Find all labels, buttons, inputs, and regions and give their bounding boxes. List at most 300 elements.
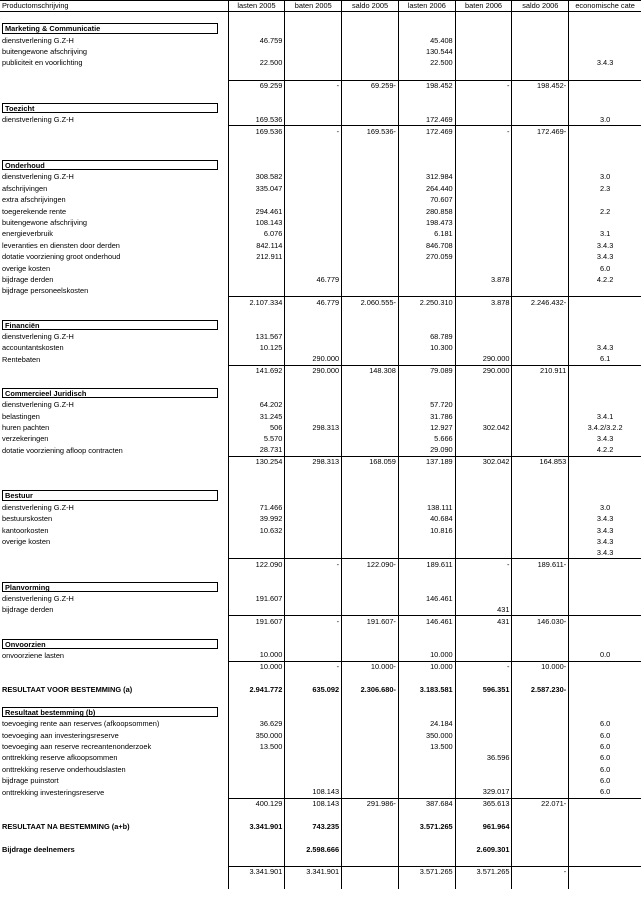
- empty-cell[interactable]: [455, 707, 512, 718]
- amount-cell[interactable]: [455, 775, 512, 786]
- amount-cell[interactable]: 138.111: [398, 502, 455, 513]
- amount-cell[interactable]: [342, 194, 399, 205]
- amount-cell[interactable]: [285, 194, 342, 205]
- amount-cell[interactable]: [455, 741, 512, 752]
- empty-cell[interactable]: [512, 23, 569, 34]
- description-cell[interactable]: extra afschrijvingen: [0, 194, 228, 205]
- empty-cell[interactable]: [398, 376, 455, 387]
- empty-cell[interactable]: [342, 92, 399, 103]
- amount-cell[interactable]: 130.254: [228, 456, 285, 467]
- amount-cell[interactable]: 24.184: [398, 718, 455, 729]
- amount-cell[interactable]: 431: [455, 616, 512, 627]
- amount-cell[interactable]: [285, 217, 342, 228]
- amount-cell[interactable]: -: [285, 559, 342, 570]
- amount-cell[interactable]: 36.629: [228, 718, 285, 729]
- amount-cell[interactable]: -: [285, 661, 342, 672]
- empty-cell[interactable]: [0, 809, 228, 820]
- empty-cell[interactable]: [512, 673, 569, 684]
- description-cell[interactable]: [0, 456, 228, 467]
- empty-cell[interactable]: [0, 308, 228, 319]
- description-cell[interactable]: bestuurskosten: [0, 513, 228, 524]
- amount-cell[interactable]: 198.452-: [512, 80, 569, 91]
- amount-cell[interactable]: -: [285, 126, 342, 137]
- empty-cell[interactable]: [285, 570, 342, 581]
- category-cell[interactable]: [569, 399, 641, 410]
- empty-cell[interactable]: [512, 92, 569, 103]
- amount-cell[interactable]: 46.759: [228, 35, 285, 46]
- empty-cell[interactable]: [512, 570, 569, 581]
- empty-cell[interactable]: [455, 160, 512, 171]
- amount-cell[interactable]: [455, 285, 512, 296]
- empty-cell[interactable]: [228, 695, 285, 706]
- amount-cell[interactable]: 13.500: [398, 741, 455, 752]
- amount-cell[interactable]: [455, 433, 512, 444]
- description-cell[interactable]: dotatie voorziening groot onderhoud: [0, 251, 228, 262]
- description-cell[interactable]: onttrekking reserve onderhoudslasten: [0, 764, 228, 775]
- amount-cell[interactable]: 191.607: [228, 593, 285, 604]
- description-cell[interactable]: bijdrage puinstort: [0, 775, 228, 786]
- amount-cell[interactable]: [512, 331, 569, 342]
- amount-cell[interactable]: 191.607: [228, 616, 285, 627]
- empty-cell[interactable]: [228, 320, 285, 331]
- empty-cell[interactable]: [228, 103, 285, 114]
- empty-cell[interactable]: [398, 878, 455, 889]
- amount-cell[interactable]: 365.613: [455, 798, 512, 809]
- description-cell[interactable]: [0, 80, 228, 91]
- empty-cell[interactable]: [342, 468, 399, 479]
- empty-cell[interactable]: [398, 832, 455, 843]
- category-cell[interactable]: [569, 616, 641, 627]
- amount-cell[interactable]: [512, 206, 569, 217]
- amount-cell[interactable]: [342, 764, 399, 775]
- category-cell[interactable]: 3.0: [599, 172, 611, 182]
- category-cell[interactable]: 3.0: [599, 114, 611, 124]
- empty-cell[interactable]: [285, 627, 342, 638]
- empty-cell[interactable]: [285, 160, 342, 171]
- empty-cell[interactable]: [285, 832, 342, 843]
- empty-cell[interactable]: [342, 627, 399, 638]
- description-cell[interactable]: bijdrage derden: [0, 604, 228, 615]
- amount-cell[interactable]: [512, 650, 569, 661]
- empty-cell[interactable]: [569, 639, 641, 650]
- empty-cell[interactable]: [398, 490, 455, 501]
- amount-cell[interactable]: [512, 536, 569, 547]
- empty-cell[interactable]: [455, 695, 512, 706]
- empty-cell[interactable]: [285, 878, 342, 889]
- amount-cell[interactable]: 12.927: [398, 422, 455, 433]
- empty-cell[interactable]: [285, 137, 342, 148]
- empty-cell[interactable]: [228, 639, 285, 650]
- amount-cell[interactable]: [342, 240, 399, 251]
- empty-cell[interactable]: [398, 695, 455, 706]
- amount-cell[interactable]: 2.609.301: [455, 844, 512, 855]
- empty-cell[interactable]: [512, 832, 569, 843]
- empty-cell[interactable]: [455, 627, 512, 638]
- empty-cell[interactable]: [512, 627, 569, 638]
- empty-cell[interactable]: [569, 12, 641, 23]
- amount-cell[interactable]: 122.090: [228, 559, 285, 570]
- amount-cell[interactable]: [228, 604, 285, 615]
- empty-cell[interactable]: [455, 103, 512, 114]
- description-cell[interactable]: [0, 559, 228, 570]
- empty-cell[interactable]: [228, 832, 285, 843]
- amount-cell[interactable]: 290.000: [285, 354, 342, 365]
- empty-cell[interactable]: [569, 69, 641, 80]
- empty-cell[interactable]: [512, 69, 569, 80]
- amount-cell[interactable]: 40.684: [398, 513, 455, 524]
- amount-cell[interactable]: 69.259-: [342, 80, 399, 91]
- amount-cell[interactable]: [398, 354, 455, 365]
- empty-cell[interactable]: [512, 468, 569, 479]
- empty-cell[interactable]: [512, 707, 569, 718]
- description-cell[interactable]: onttrekking investeringsreserve: [0, 787, 228, 798]
- empty-cell[interactable]: [398, 69, 455, 80]
- amount-cell[interactable]: [285, 513, 342, 524]
- category-cell[interactable]: 6.0: [599, 263, 611, 273]
- description-cell[interactable]: kantoorkosten: [0, 525, 228, 536]
- amount-cell[interactable]: [455, 206, 512, 217]
- amount-cell[interactable]: [512, 422, 569, 433]
- amount-cell[interactable]: [285, 171, 342, 182]
- amount-cell[interactable]: [342, 331, 399, 342]
- amount-cell[interactable]: [512, 46, 569, 57]
- empty-cell[interactable]: [342, 695, 399, 706]
- amount-cell[interactable]: [228, 547, 285, 558]
- amount-cell[interactable]: [342, 650, 399, 661]
- amount-cell[interactable]: 3.878: [455, 297, 512, 308]
- amount-cell[interactable]: [228, 285, 285, 296]
- empty-cell[interactable]: [569, 479, 641, 490]
- empty-cell[interactable]: [0, 627, 228, 638]
- amount-cell[interactable]: [342, 114, 399, 125]
- section-cell[interactable]: [0, 388, 228, 399]
- amount-cell[interactable]: 71.466: [228, 502, 285, 513]
- amount-cell[interactable]: 39.992: [228, 513, 285, 524]
- column-header[interactable]: saldo 2006: [512, 1, 569, 12]
- section-cell[interactable]: [0, 582, 228, 593]
- amount-cell[interactable]: [342, 251, 399, 262]
- amount-cell[interactable]: 198.452: [398, 80, 455, 91]
- amount-cell[interactable]: [512, 217, 569, 228]
- amount-cell[interactable]: [285, 399, 342, 410]
- empty-cell[interactable]: [398, 137, 455, 148]
- empty-cell[interactable]: [569, 92, 641, 103]
- amount-cell[interactable]: [228, 752, 285, 763]
- category-cell[interactable]: 3.4.3: [596, 434, 614, 444]
- empty-cell[interactable]: [228, 570, 285, 581]
- empty-cell[interactable]: [0, 878, 228, 889]
- amount-cell[interactable]: 298.313: [285, 422, 342, 433]
- amount-cell[interactable]: 130.544: [398, 46, 455, 57]
- amount-cell[interactable]: [512, 171, 569, 182]
- empty-cell[interactable]: [512, 490, 569, 501]
- amount-cell[interactable]: 172.469: [398, 114, 455, 125]
- amount-cell[interactable]: [455, 764, 512, 775]
- empty-cell[interactable]: [285, 695, 342, 706]
- empty-cell[interactable]: [285, 388, 342, 399]
- empty-cell[interactable]: [342, 855, 399, 866]
- empty-cell[interactable]: [398, 639, 455, 650]
- amount-cell[interactable]: [285, 718, 342, 729]
- amount-cell[interactable]: [455, 718, 512, 729]
- amount-cell[interactable]: [285, 650, 342, 661]
- empty-cell[interactable]: [569, 855, 641, 866]
- empty-cell[interactable]: [512, 809, 569, 820]
- amount-cell[interactable]: 280.858: [398, 206, 455, 217]
- amount-cell[interactable]: [398, 536, 455, 547]
- section-cell[interactable]: [0, 320, 228, 331]
- empty-cell[interactable]: [342, 490, 399, 501]
- amount-cell[interactable]: [228, 194, 285, 205]
- empty-cell[interactable]: [398, 92, 455, 103]
- amount-cell[interactable]: 3.341.901: [228, 866, 285, 877]
- amount-cell[interactable]: [285, 285, 342, 296]
- category-cell[interactable]: 0.0: [599, 650, 611, 660]
- amount-cell[interactable]: -: [455, 80, 512, 91]
- empty-cell[interactable]: [228, 137, 285, 148]
- empty-cell[interactable]: [228, 809, 285, 820]
- amount-cell[interactable]: [285, 752, 342, 763]
- empty-cell[interactable]: [0, 570, 228, 581]
- empty-cell[interactable]: [569, 490, 641, 501]
- amount-cell[interactable]: 68.789: [398, 331, 455, 342]
- category-cell[interactable]: [569, 285, 641, 296]
- empty-cell[interactable]: [285, 320, 342, 331]
- description-cell[interactable]: toevoeging aan investeringsreserve: [0, 730, 228, 741]
- amount-cell[interactable]: [398, 764, 455, 775]
- amount-cell[interactable]: [398, 844, 455, 855]
- amount-cell[interactable]: 312.984: [398, 171, 455, 182]
- amount-cell[interactable]: 3.571.265: [398, 821, 455, 832]
- amount-cell[interactable]: 10.000: [228, 650, 285, 661]
- amount-cell[interactable]: 350.000: [228, 730, 285, 741]
- empty-cell[interactable]: [0, 673, 228, 684]
- amount-cell[interactable]: [455, 183, 512, 194]
- description-cell[interactable]: dotatie voorziening afloop contracten: [0, 445, 228, 456]
- description-cell[interactable]: verzekeringen: [0, 433, 228, 444]
- amount-cell[interactable]: 108.143: [285, 798, 342, 809]
- empty-cell[interactable]: [342, 308, 399, 319]
- amount-cell[interactable]: 302.042: [455, 456, 512, 467]
- empty-cell[interactable]: [569, 707, 641, 718]
- amount-cell[interactable]: [455, 217, 512, 228]
- amount-cell[interactable]: 290.000: [285, 365, 342, 376]
- amount-cell[interactable]: 31.786: [398, 411, 455, 422]
- amount-cell[interactable]: [455, 650, 512, 661]
- empty-cell[interactable]: [569, 627, 641, 638]
- description-cell[interactable]: dienstverlening G.Z-H: [0, 114, 228, 125]
- amount-cell[interactable]: [342, 57, 399, 68]
- amount-cell[interactable]: 3.341.901: [285, 866, 342, 877]
- empty-cell[interactable]: [342, 673, 399, 684]
- empty-cell[interactable]: [455, 388, 512, 399]
- amount-cell[interactable]: [285, 445, 342, 456]
- amount-cell[interactable]: [455, 240, 512, 251]
- empty-cell[interactable]: [569, 308, 641, 319]
- amount-cell[interactable]: [398, 547, 455, 558]
- amount-cell[interactable]: 198.473: [398, 217, 455, 228]
- amount-cell[interactable]: [398, 787, 455, 798]
- amount-cell[interactable]: [342, 171, 399, 182]
- empty-cell[interactable]: [455, 12, 512, 23]
- amount-cell[interactable]: [342, 35, 399, 46]
- description-cell[interactable]: RESULTAAT VOOR BESTEMMING (a): [0, 684, 228, 695]
- amount-cell[interactable]: [342, 411, 399, 422]
- amount-cell[interactable]: 387.684: [398, 798, 455, 809]
- amount-cell[interactable]: [512, 445, 569, 456]
- amount-cell[interactable]: [342, 513, 399, 524]
- category-cell[interactable]: [569, 217, 641, 228]
- category-cell[interactable]: [569, 297, 641, 308]
- description-cell[interactable]: buitengewone afschrijving: [0, 46, 228, 57]
- empty-cell[interactable]: [398, 320, 455, 331]
- amount-cell[interactable]: 189.611: [398, 559, 455, 570]
- empty-cell[interactable]: [228, 707, 285, 718]
- empty-cell[interactable]: [228, 69, 285, 80]
- empty-cell[interactable]: [398, 570, 455, 581]
- empty-cell[interactable]: [342, 639, 399, 650]
- description-cell[interactable]: RESULTAAT NA BESTEMMING (a+b): [0, 821, 228, 832]
- amount-cell[interactable]: [342, 604, 399, 615]
- category-cell[interactable]: [569, 844, 641, 855]
- category-cell[interactable]: 3.1: [599, 229, 611, 239]
- empty-cell[interactable]: [342, 376, 399, 387]
- amount-cell[interactable]: 10.125: [228, 342, 285, 353]
- amount-cell[interactable]: [455, 171, 512, 182]
- amount-cell[interactable]: 2.306.680-: [342, 684, 399, 695]
- category-cell[interactable]: [569, 35, 641, 46]
- empty-cell[interactable]: [0, 832, 228, 843]
- description-cell[interactable]: toevoeging aan reserve recreantenonderzoek: [0, 741, 228, 752]
- amount-cell[interactable]: -: [455, 559, 512, 570]
- column-header[interactable]: baten 2005: [285, 1, 342, 12]
- amount-cell[interactable]: 169.536: [228, 114, 285, 125]
- amount-cell[interactable]: [285, 764, 342, 775]
- amount-cell[interactable]: 596.351: [455, 684, 512, 695]
- empty-cell[interactable]: [0, 479, 228, 490]
- amount-cell[interactable]: [342, 775, 399, 786]
- empty-cell[interactable]: [512, 695, 569, 706]
- description-cell[interactable]: onttrekking reserve afkoopsommen: [0, 752, 228, 763]
- empty-cell[interactable]: [455, 308, 512, 319]
- empty-cell[interactable]: [285, 92, 342, 103]
- category-cell[interactable]: 6.0: [599, 753, 611, 763]
- description-cell[interactable]: [0, 798, 228, 809]
- empty-cell[interactable]: [285, 490, 342, 501]
- empty-cell[interactable]: [455, 582, 512, 593]
- category-cell[interactable]: 3.4.3: [596, 252, 614, 262]
- empty-cell[interactable]: [569, 23, 641, 34]
- amount-cell[interactable]: [455, 228, 512, 239]
- amount-cell[interactable]: 298.313: [285, 456, 342, 467]
- amount-cell[interactable]: -: [455, 661, 512, 672]
- amount-cell[interactable]: 291.986-: [342, 798, 399, 809]
- category-cell[interactable]: 3.4.3: [596, 343, 614, 353]
- category-cell[interactable]: 6.0: [599, 730, 611, 740]
- amount-cell[interactable]: 5.570: [228, 433, 285, 444]
- category-cell[interactable]: [569, 126, 641, 137]
- empty-cell[interactable]: [569, 103, 641, 114]
- amount-cell[interactable]: [285, 228, 342, 239]
- amount-cell[interactable]: -: [285, 80, 342, 91]
- empty-cell[interactable]: [228, 490, 285, 501]
- column-header[interactable]: lasten 2006: [398, 1, 455, 12]
- amount-cell[interactable]: [342, 445, 399, 456]
- amount-cell[interactable]: 69.259: [228, 80, 285, 91]
- empty-cell[interactable]: [569, 137, 641, 148]
- empty-cell[interactable]: [285, 69, 342, 80]
- amount-cell[interactable]: [512, 57, 569, 68]
- amount-cell[interactable]: [342, 342, 399, 353]
- amount-cell[interactable]: [285, 502, 342, 513]
- empty-cell[interactable]: [342, 160, 399, 171]
- empty-cell[interactable]: [512, 103, 569, 114]
- amount-cell[interactable]: 3.183.581: [398, 684, 455, 695]
- amount-cell[interactable]: [342, 263, 399, 274]
- empty-cell[interactable]: [342, 832, 399, 843]
- empty-cell[interactable]: [285, 479, 342, 490]
- amount-cell[interactable]: 2.941.772: [228, 684, 285, 695]
- empty-cell[interactable]: [569, 832, 641, 843]
- category-cell[interactable]: 6.0: [599, 764, 611, 774]
- amount-cell[interactable]: [455, 194, 512, 205]
- empty-cell[interactable]: [342, 320, 399, 331]
- description-cell[interactable]: overige kosten: [0, 536, 228, 547]
- empty-cell[interactable]: [228, 92, 285, 103]
- category-cell[interactable]: 6.0: [599, 719, 611, 729]
- amount-cell[interactable]: [285, 57, 342, 68]
- amount-cell[interactable]: [342, 752, 399, 763]
- amount-cell[interactable]: 3.571.265: [455, 866, 512, 877]
- amount-cell[interactable]: [512, 547, 569, 558]
- amount-cell[interactable]: [228, 46, 285, 57]
- amount-cell[interactable]: 2.587.230-: [512, 684, 569, 695]
- empty-cell[interactable]: [455, 673, 512, 684]
- amount-cell[interactable]: -: [512, 866, 569, 877]
- amount-cell[interactable]: [512, 274, 569, 285]
- empty-cell[interactable]: [342, 137, 399, 148]
- amount-cell[interactable]: [512, 411, 569, 422]
- amount-cell[interactable]: [512, 752, 569, 763]
- amount-cell[interactable]: [398, 263, 455, 274]
- amount-cell[interactable]: 329.017: [455, 787, 512, 798]
- description-cell[interactable]: huren pachten: [0, 422, 228, 433]
- description-cell[interactable]: [0, 866, 228, 877]
- empty-cell[interactable]: [455, 468, 512, 479]
- amount-cell[interactable]: [455, 730, 512, 741]
- empty-cell[interactable]: [569, 376, 641, 387]
- empty-cell[interactable]: [285, 103, 342, 114]
- column-header[interactable]: Productomschrijving: [0, 1, 228, 12]
- column-header[interactable]: saldo 2005: [342, 1, 399, 12]
- description-cell[interactable]: [0, 365, 228, 376]
- empty-cell[interactable]: [455, 376, 512, 387]
- amount-cell[interactable]: [512, 821, 569, 832]
- amount-cell[interactable]: 3.878: [455, 274, 512, 285]
- empty-cell[interactable]: [342, 707, 399, 718]
- empty-cell[interactable]: [342, 23, 399, 34]
- amount-cell[interactable]: 169.536-: [342, 126, 399, 137]
- amount-cell[interactable]: [398, 775, 455, 786]
- amount-cell[interactable]: 189.611-: [512, 559, 569, 570]
- category-cell[interactable]: [569, 821, 641, 832]
- amount-cell[interactable]: 3.341.901: [228, 821, 285, 832]
- empty-cell[interactable]: [285, 639, 342, 650]
- description-cell[interactable]: [0, 297, 228, 308]
- amount-cell[interactable]: [342, 217, 399, 228]
- amount-cell[interactable]: 846.708: [398, 240, 455, 251]
- section-cell[interactable]: [0, 103, 228, 114]
